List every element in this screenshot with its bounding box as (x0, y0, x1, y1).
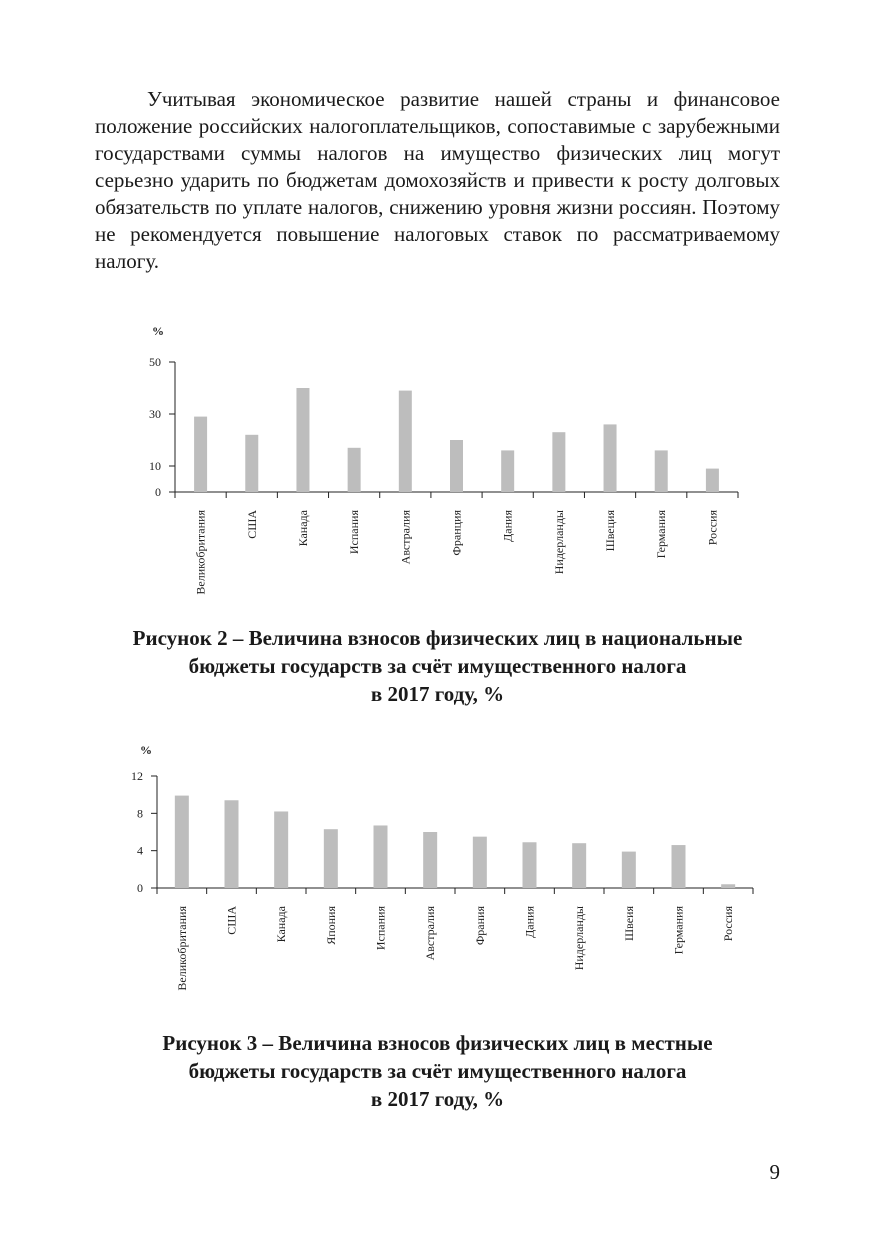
bar (450, 440, 463, 492)
page-number: 9 (769, 1160, 780, 1184)
y-tick-label: 0 (137, 881, 143, 895)
x-category-label: Германия (654, 510, 669, 559)
bar (473, 837, 487, 888)
bar (501, 450, 514, 492)
x-category-label: Россия (705, 510, 720, 546)
caption-line: Рисунок 2 – Величина взносов физических лиц в национальные (132, 626, 743, 650)
y-tick-label: 30 (149, 407, 161, 421)
figure-3-caption (60, 1029, 815, 1113)
bar (225, 800, 239, 888)
figure-3-bar-chart (0, 735, 875, 1020)
bar (296, 388, 309, 492)
x-category-label: Швеция (603, 510, 618, 552)
bar (245, 435, 258, 492)
x-category-label: Великобритания (193, 510, 208, 595)
bar (721, 884, 735, 888)
x-category-label: Нидерланды (551, 510, 566, 575)
bar (324, 829, 338, 888)
x-category-label: Нидерланды (572, 906, 587, 971)
bar (374, 825, 388, 888)
x-category-label: Канада (274, 906, 289, 943)
caption-line: в 2017 году, % (370, 1087, 505, 1111)
bar (194, 417, 207, 492)
y-tick-label: 50 (149, 355, 161, 369)
y-tick-label: 10 (149, 459, 161, 473)
x-category-label: Япония (323, 906, 338, 945)
x-category-label: Россия (721, 906, 736, 942)
y-axis-unit-label: % (140, 743, 152, 757)
figure-2-bar-chart (0, 315, 875, 620)
y-tick-label: 8 (137, 806, 143, 821)
bar (175, 796, 189, 888)
x-category-label: Австралия (398, 510, 413, 565)
bar (655, 450, 668, 492)
caption-line: в 2017 году, % (370, 682, 505, 706)
bar (622, 852, 636, 888)
x-category-label: Испания (373, 906, 388, 951)
y-tick-label: 12 (131, 769, 143, 783)
x-category-label: Германия (671, 906, 686, 955)
x-category-label: Франия (472, 906, 487, 946)
x-category-label: Австралия (423, 906, 438, 961)
bar (706, 469, 719, 492)
caption-line: бюджеты государств за счёт имущественного налога (188, 1059, 687, 1083)
x-category-label: Дания (500, 510, 515, 542)
x-category-label: Швеия (621, 906, 636, 941)
x-category-label: Испания (347, 510, 362, 555)
caption-line: Рисунок 3 – Величина взносов физических лиц в местные (162, 1031, 713, 1055)
bar (604, 424, 617, 492)
y-axis-unit-label: % (152, 324, 164, 338)
y-tick-label: 4 (137, 843, 143, 858)
bar (423, 832, 437, 888)
bar (572, 843, 586, 888)
bar (523, 842, 537, 888)
bar (399, 391, 412, 492)
x-category-label: Франция (449, 510, 464, 556)
x-category-label: США (224, 906, 239, 935)
x-category-label: США (244, 510, 259, 539)
bar (274, 811, 288, 888)
bar (672, 845, 686, 888)
bar (348, 448, 361, 492)
x-category-label: Дания (522, 906, 537, 938)
body-paragraph: Учитывая экономическое развитие нашей страны и финансовое положение российских налогоплательщиков, сопоставимые с зарубежными государствами суммы налогов на имущество физических лиц могут серьезно ударить по бюджетам домохозяйств и привести к росту долговых обязательств по уплате налогов, снижению уровня жизни россиян. Поэтому не рекомендуется повышение налоговых ставок по рассматриваемому налогу. (95, 87, 780, 273)
figure-2-caption (60, 624, 815, 708)
y-tick-label: 0 (155, 485, 161, 499)
x-category-label: Великобритания (174, 906, 189, 991)
caption-line: бюджеты государств за счёт имущественного налога (188, 654, 687, 678)
bar (552, 432, 565, 492)
x-category-label: Канада (295, 510, 310, 547)
